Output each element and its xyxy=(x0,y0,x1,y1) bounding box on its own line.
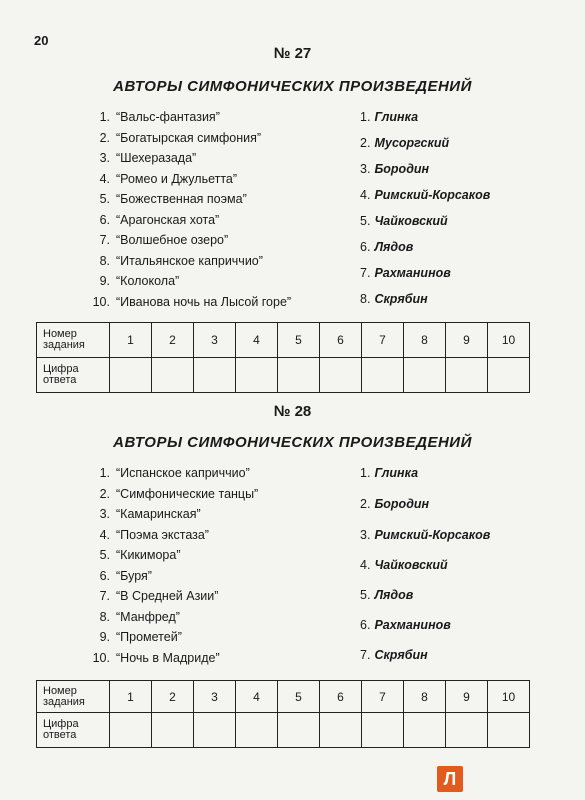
section-heading-28: АВТОРЫ СИМФОНИЧЕСКИХ ПРОИЗВЕДЕНИЙ xyxy=(113,434,472,451)
composer-name: Римский-Корсаков xyxy=(374,188,491,202)
composer-name: Лядов xyxy=(374,240,414,254)
work-title: “Арагонская хота” xyxy=(116,212,220,227)
work-item xyxy=(76,569,152,583)
composer-name: Глинка xyxy=(374,466,419,480)
answer-cell[interactable] xyxy=(278,358,320,393)
answer-cell[interactable] xyxy=(320,713,362,748)
answer-table-27 xyxy=(36,322,530,393)
task-number-cell: 6 xyxy=(320,323,362,358)
work-item xyxy=(76,213,219,227)
task-number-cell: 8 xyxy=(404,681,446,713)
answer-cell[interactable] xyxy=(110,358,152,393)
work-title: “Испанское каприччио” xyxy=(116,466,250,480)
work-title: “Буря” xyxy=(116,568,152,583)
work-number: 6. xyxy=(99,212,110,227)
work-title: “Вальс-фантазия” xyxy=(116,110,220,124)
work-number: 8. xyxy=(99,609,110,624)
task-number-cell: 1 xyxy=(110,323,152,358)
composer-number: 3. xyxy=(360,162,371,176)
task-number-cell: 1 xyxy=(110,681,152,713)
answer-cell[interactable] xyxy=(362,358,404,393)
work-title: “Иванова ночь на Лысой горе” xyxy=(116,294,292,309)
work-number: 5. xyxy=(99,192,110,206)
work-number: 8. xyxy=(99,253,110,268)
task-number-row xyxy=(37,681,530,713)
work-item xyxy=(76,172,237,186)
task-number-cell: 2 xyxy=(152,323,194,358)
composer-number: 6. xyxy=(360,618,371,632)
composer-number: 5. xyxy=(360,588,371,602)
work-title: “Итальянское каприччио” xyxy=(116,253,263,268)
composer-number: 5. xyxy=(360,214,371,228)
answer-label: Цифра ответа xyxy=(37,358,110,393)
task-number-cell: 3 xyxy=(194,323,236,358)
answer-cell[interactable] xyxy=(194,713,236,748)
work-item xyxy=(76,274,179,288)
task-number-cell: 10 xyxy=(488,323,530,358)
answer-cell[interactable] xyxy=(446,358,488,393)
composer-item xyxy=(360,292,428,306)
composer-item xyxy=(360,240,413,254)
work-number: 9. xyxy=(99,274,110,288)
answer-cell[interactable] xyxy=(404,713,446,748)
work-title: “Шехеразада” xyxy=(116,151,197,165)
task-number-cell: 9 xyxy=(446,681,488,713)
work-number: 7. xyxy=(99,233,110,247)
composer-item xyxy=(360,588,413,602)
work-title: “Колокола” xyxy=(116,274,180,288)
task-number-cell: 2 xyxy=(152,681,194,713)
task-number-label: Номер задания xyxy=(37,681,110,713)
work-number: 2. xyxy=(99,486,110,501)
composer-name: Римский-Корсаков xyxy=(374,528,491,542)
work-title: “Ромео и Джульетта” xyxy=(116,171,238,186)
work-number: 1. xyxy=(99,110,110,124)
work-number: 2. xyxy=(99,130,110,145)
work-title: “Прометей” xyxy=(116,630,182,644)
section-heading-27: АВТОРЫ СИМФОНИЧЕСКИХ ПРОИЗВЕДЕНИЙ xyxy=(113,78,472,95)
answer-table-28 xyxy=(36,680,530,748)
publisher-logo: Л xyxy=(437,766,463,792)
composer-number: 7. xyxy=(360,266,371,280)
answer-cell[interactable] xyxy=(152,713,194,748)
composer-name: Глинка xyxy=(374,110,419,124)
answer-cell[interactable] xyxy=(278,713,320,748)
answer-label: Цифра ответа xyxy=(37,713,110,748)
work-item xyxy=(76,548,181,562)
work-item xyxy=(76,110,220,124)
work-number: 1. xyxy=(99,466,110,480)
task-number-cell: 6 xyxy=(320,681,362,713)
composer-name: Скрябин xyxy=(374,648,428,662)
work-number: 4. xyxy=(99,171,110,186)
work-title: “Поэма экстаза” xyxy=(116,527,209,542)
answer-cell[interactable] xyxy=(446,713,488,748)
work-title: “Божественная поэма” xyxy=(116,192,247,206)
work-item xyxy=(76,131,261,145)
work-title: “Камаринская” xyxy=(116,507,201,521)
work-item xyxy=(76,528,209,542)
composer-number: 1. xyxy=(360,110,371,124)
work-title: “Манфред” xyxy=(116,609,180,624)
composer-item xyxy=(360,466,418,480)
page-number: 20 xyxy=(34,33,49,48)
work-item xyxy=(76,466,250,480)
work-number: 3. xyxy=(99,507,110,521)
work-item xyxy=(76,233,228,247)
answer-cell[interactable] xyxy=(110,713,152,748)
composer-number: 7. xyxy=(360,648,371,662)
composer-item xyxy=(360,528,490,542)
composer-name: Мусоргский xyxy=(374,136,450,150)
task-number-cell: 4 xyxy=(236,323,278,358)
composer-item xyxy=(360,558,448,572)
work-title: “Богатырская симфония” xyxy=(116,130,262,145)
task-number-cell: 7 xyxy=(362,681,404,713)
composer-item xyxy=(360,188,490,202)
composer-item xyxy=(360,162,429,176)
composer-item xyxy=(360,618,451,632)
work-item xyxy=(76,254,263,268)
task-number-27: № 27 xyxy=(273,45,312,62)
work-item xyxy=(76,295,291,309)
task-number-label: Номер задания xyxy=(37,323,110,358)
task-number-cell: 5 xyxy=(278,681,320,713)
answer-cell[interactable] xyxy=(488,713,530,748)
work-title: “Симфонические танцы” xyxy=(116,486,259,501)
work-number: 10. xyxy=(92,650,110,665)
composer-number: 3. xyxy=(360,528,371,542)
work-item xyxy=(76,630,182,644)
work-item xyxy=(76,651,220,665)
work-number: 3. xyxy=(99,151,110,165)
task-number-28: № 28 xyxy=(273,403,312,420)
task-number-cell: 5 xyxy=(278,323,320,358)
task-number-cell: 7 xyxy=(362,323,404,358)
composer-name: Чайковский xyxy=(374,558,448,572)
work-number: 5. xyxy=(99,548,110,562)
composer-name: Скрябин xyxy=(374,292,428,306)
composer-item xyxy=(360,497,429,511)
composer-item xyxy=(360,266,451,280)
work-title: “Кикимора” xyxy=(116,548,181,562)
answer-cell[interactable] xyxy=(488,358,530,393)
composer-name: Чайковский xyxy=(374,214,448,228)
task-number-cell: 9 xyxy=(446,323,488,358)
answer-cell[interactable] xyxy=(362,713,404,748)
composer-item xyxy=(360,110,418,124)
composer-number: 6. xyxy=(360,240,371,254)
task-number-cell: 10 xyxy=(488,681,530,713)
task-number-cell: 8 xyxy=(404,323,446,358)
work-number: 6. xyxy=(99,568,110,583)
composer-item xyxy=(360,648,428,662)
work-item xyxy=(76,192,247,206)
composer-number: 4. xyxy=(360,558,371,572)
answer-cell[interactable] xyxy=(152,358,194,393)
answer-cell[interactable] xyxy=(404,358,446,393)
work-item xyxy=(76,151,196,165)
work-item xyxy=(76,487,258,501)
work-number: 9. xyxy=(99,630,110,644)
composer-number: 8. xyxy=(360,292,371,306)
answer-row xyxy=(37,358,530,393)
work-item xyxy=(76,610,180,624)
composer-number: 1. xyxy=(360,466,371,480)
composer-item xyxy=(360,136,449,150)
work-number: 10. xyxy=(92,294,110,309)
answer-cell[interactable] xyxy=(236,358,278,393)
answer-cell[interactable] xyxy=(194,358,236,393)
work-title: “Волшебное озеро” xyxy=(116,233,229,247)
task-number-row xyxy=(37,323,530,358)
composer-name: Рахманинов xyxy=(374,266,451,280)
answer-cell[interactable] xyxy=(320,358,362,393)
work-title: “Ночь в Мадриде” xyxy=(116,650,220,665)
work-item xyxy=(76,589,218,603)
composer-name: Лядов xyxy=(374,588,414,602)
composer-name: Бородин xyxy=(374,497,430,511)
work-item xyxy=(76,507,201,521)
composer-number: 2. xyxy=(360,497,371,511)
work-title: “В Средней Азии” xyxy=(116,589,219,603)
work-number: 4. xyxy=(99,527,110,542)
work-number: 7. xyxy=(99,589,110,603)
task-number-cell: 4 xyxy=(236,681,278,713)
answer-cell[interactable] xyxy=(236,713,278,748)
answer-row xyxy=(37,713,530,748)
composer-name: Рахманинов xyxy=(374,618,451,632)
composer-name: Бородин xyxy=(374,162,430,176)
composer-number: 2. xyxy=(360,136,371,150)
composer-item xyxy=(360,214,448,228)
task-number-cell: 3 xyxy=(194,681,236,713)
composer-number: 4. xyxy=(360,188,371,202)
